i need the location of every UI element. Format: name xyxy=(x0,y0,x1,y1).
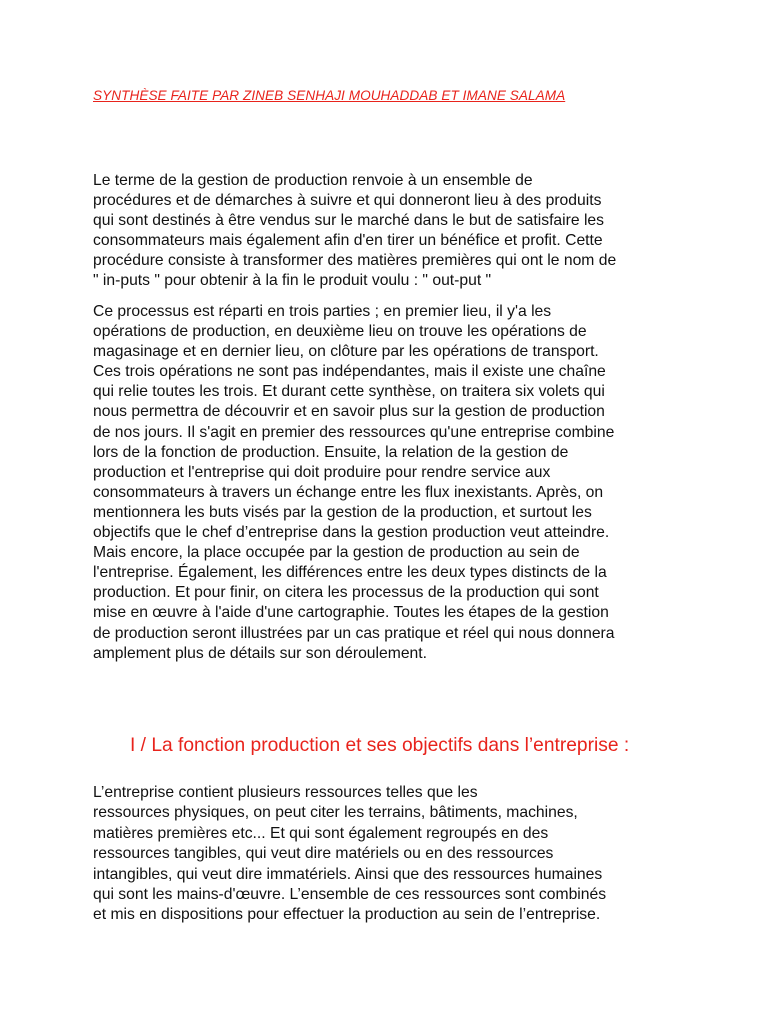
authors-line: SYNTHÈSE FAITE PAR ZINEB SENHAJI MOUHADDAB ET IMANE SALAMA xyxy=(93,88,566,103)
section-paragraph: L’entreprise contient plusieurs ressources telles que les ressources physiques, on peut citer les terrains, bâtiments, machines, matières premières etc... Et qui sont également regroupés en des ressources tangibles, qui veut dire matériels ou en des ressources intangibles, qui veut dire immatériels. Ainsi que des ressources humaines qui sont les mains-d'œuvre. L’ensemble de ces ressources sont combinés et mis en dispositions pour effectuer la production au sein de l’entreprise. xyxy=(93,784,607,924)
process-paragraph: Ce processus est réparti en trois parties ; en premier lieu, il y'a les opérations de production, en deuxième lieu on trouve les opérations de magasinage et en dernier lieu, on clôture par les opérations de transport. Ces trois opérations ne sont pas indépendantes, mais il existe une chaîne qui relie toutes les trois. Et durant cette synthèse, on traitera six volets qui nous permettra de découvrir et en savoir plus sur la gestion de production de nos jours. Il s'agit en premier des ressources qu'une entreprise combine lors de la fonction de production. Ensuite, la relation de la gestion de production et l'entreprise qui doit produire pour rendre service aux consommateurs à travers un échange entre les flux inexistants. Après, on mentionnera les buts visés par la gestion de la production, et surtout les objectifs que le chef d’entreprise dans la gestion production veut atteindre. Mais encore, la place occupée par la gestion de production au sein de l'entreprise. Également, les différences entre les deux types distincts de la production. Et pour finir, on citera les processus de la production qui sont mise en œuvre à l'aide d'une cartographie. Toutes les étapes de la gestion de production seront illustrées par un cas pratique et réel qui nous donnera amplement plus de détails sur son déroulement. xyxy=(93,303,615,662)
section-heading: I / La fonction production et ses objectifs dans l’entreprise : xyxy=(130,735,630,756)
intro-paragraph: Le terme de la gestion de production renvoie à un ensemble de procédures et de démarches à suivre et qui donneront lieu à des produits qui sont destinés à être vendus sur le marché dans le but de satisfaire les consommateurs mais également afin d'en tirer un bénéfice et profit. Cette procédure consiste à transformer des matières premières qui ont le nom de " in-puts " pour obtenir à la fin le produit voulu : " out-put " xyxy=(93,172,617,290)
